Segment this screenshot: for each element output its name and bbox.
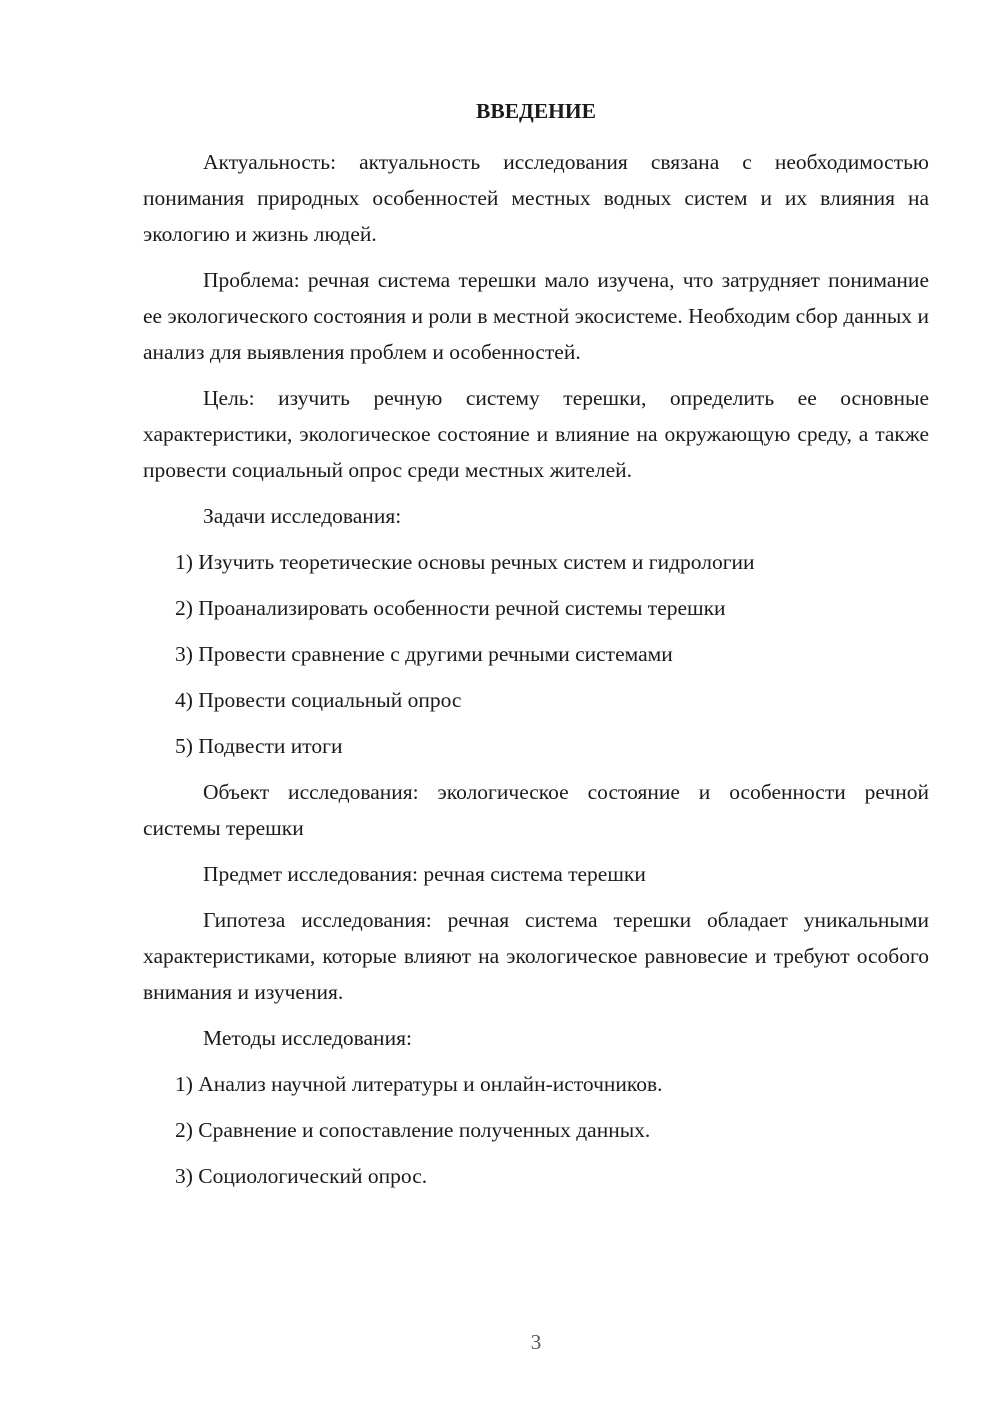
goal-paragraph: Цель: изучить речную систему терешки, определить ее основные характеристики, экологическое состояние и влияние на окружающую среду, а также провести социальный опрос среди местных жителей. <box>143 386 929 482</box>
methods-list <box>143 1066 929 1194</box>
relevance-paragraph: Актуальность: актуальность исследования связана с необходимостью понимания природных особенностей местных водных систем и их влияния на экологию и жизнь людей. <box>143 150 929 246</box>
page-number: 3 <box>530 1330 542 1354</box>
list-item: 4) Провести социальный опрос <box>175 688 462 712</box>
hypothesis-paragraph: Гипотеза исследования: речная система терешки обладает уникальными характеристиками, которые влияют на экологическое равновесие и требуют особого внимания и изучения. <box>143 908 929 1004</box>
tasks-list <box>143 544 929 764</box>
list-item: 5) Подвести итоги <box>175 734 343 758</box>
list-item: 3) Провести сравнение с другими речными системами <box>175 642 673 666</box>
list-item: 2) Сравнение и сопоставление полученных данных. <box>175 1118 651 1142</box>
list-item: 1) Изучить теоретические основы речных систем и гидрологии <box>175 550 755 574</box>
object-paragraph: Объект исследования: экологическое состояние и особенности речной системы терешки <box>143 780 929 840</box>
methods-heading: Методы исследования: <box>203 1026 412 1050</box>
list-item: 3) Социологический опрос. <box>175 1164 428 1188</box>
tasks-heading: Задачи исследования: <box>203 504 402 528</box>
problem-paragraph: Проблема: речная система терешки мало изучена, что затрудняет понимание ее экологического состояния и роли в местной экосистеме. Необходим сбор данных и анализ для выявления проблем и особенностей. <box>143 268 929 364</box>
document-page <box>143 88 929 1204</box>
list-item: 2) Проанализировать особенности речной системы терешки <box>175 596 726 620</box>
list-item: 1) Анализ научной литературы и онлайн-источников. <box>175 1072 663 1096</box>
section-title: ВВЕДЕНИЕ <box>476 99 596 123</box>
subject-paragraph: Предмет исследования: речная система терешки <box>203 862 646 886</box>
